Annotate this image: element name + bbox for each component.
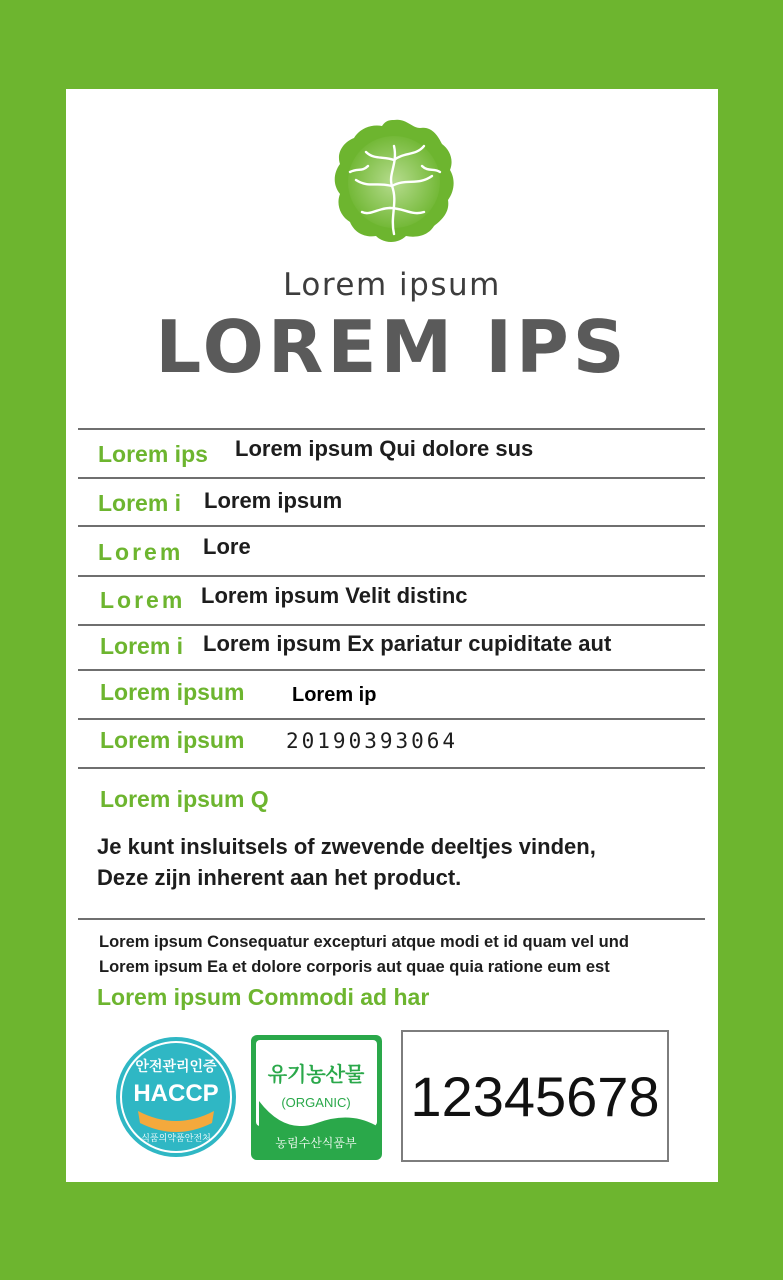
- divider: [78, 525, 705, 527]
- haccp-top-text: 안전관리인증: [135, 1059, 217, 1075]
- row-value: Lorem ip: [292, 684, 377, 706]
- row-label: Lorem ipsum: [100, 679, 245, 705]
- notice-line: Je kunt insluitsels of zwevende deeltjes vinden,: [97, 834, 596, 859]
- divider: [78, 918, 705, 920]
- lettuce-icon: [328, 116, 460, 248]
- row-value: Lorem ipsum: [204, 488, 343, 513]
- number-box: [401, 1030, 669, 1162]
- footer-highlight: Lorem ipsum Commodi ad har: [97, 984, 430, 1010]
- divider: [78, 624, 705, 626]
- row-label: Lorem ipsum: [100, 727, 245, 753]
- divider: [78, 718, 705, 720]
- footer-text: Lorem ipsum Consequatur excepturi atque modi et id quam vel und: [99, 933, 629, 951]
- row-value: 20190393064: [286, 729, 459, 753]
- organic-bottom-text: 농림수산식품부: [275, 1136, 357, 1150]
- haccp-main-text: HACCP: [133, 1080, 219, 1107]
- organic-top-text: 유기농산물: [267, 1062, 365, 1086]
- row-value: Lorem ipsum Ex pariatur cupiditate aut: [203, 631, 612, 656]
- organic-middle-text: (ORGANIC): [281, 1095, 351, 1110]
- divider: [78, 669, 705, 671]
- row-label: Lorem ips: [98, 441, 208, 467]
- row-label: Lorem i: [98, 490, 182, 516]
- notice-line: Deze zijn inherent aan het product.: [97, 865, 462, 890]
- product-title: LOREM IPS: [155, 305, 629, 389]
- row-value: Lorem ipsum Qui dolore sus: [235, 436, 534, 461]
- haccp-certification-badge: [114, 1035, 238, 1159]
- divider: [78, 575, 705, 577]
- row-label: Lorem: [98, 539, 184, 565]
- notice-heading: Lorem ipsum Q: [100, 786, 269, 812]
- notice-text: [97, 831, 596, 893]
- brand-subtitle: Lorem ipsum: [283, 267, 501, 303]
- row-value: Lorem ipsum Velit distinc: [201, 583, 468, 608]
- organic-certification-badge: [251, 1035, 382, 1160]
- footer-text: Lorem ipsum Ea et dolore corporis aut quae quia ratione eum est: [99, 958, 610, 976]
- haccp-bottom-text: 식품의약품안전처: [141, 1134, 211, 1144]
- divider: [78, 428, 705, 430]
- row-label: Lorem: [100, 587, 186, 613]
- product-label-card: [66, 89, 718, 1182]
- row-label: Lorem i: [100, 633, 184, 659]
- number-box-value: 12345678: [410, 1065, 660, 1128]
- row-value: Lore: [203, 534, 251, 559]
- divider: [78, 477, 705, 479]
- divider: [78, 767, 705, 769]
